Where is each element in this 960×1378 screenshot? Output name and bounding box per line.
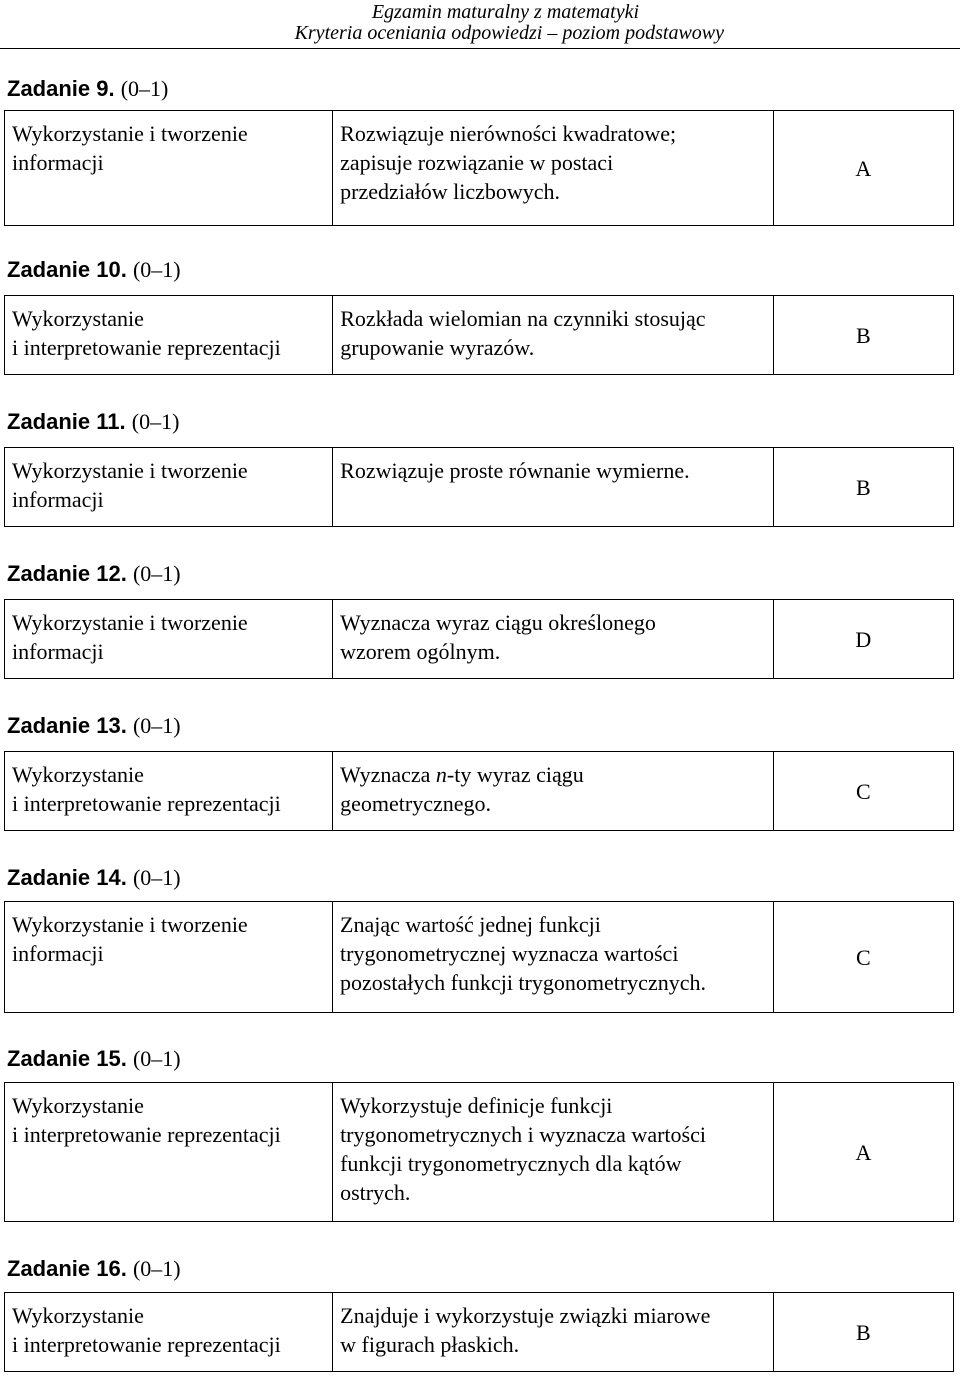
skill-area-cell: Wykorzystanie i tworzenie informacji (5, 902, 333, 1013)
task-table (4, 110, 954, 226)
answer-cell: C (773, 902, 953, 1013)
exam-title: Egzamin maturalny z matematyki (371, 1, 639, 23)
task-title: Zadanie 15. (0–1) (7, 1046, 181, 1071)
task-table (4, 901, 954, 1013)
skill-area-cell: Wykorzystanie i interpretowanie reprezentacji (5, 296, 333, 375)
requirement-cell: Znajduje i wykorzystuje związki miarowe w figurach płaskich. (333, 1293, 774, 1372)
requirement-cell: Wykorzystuje definicje funkcji trygonometrycznych i wyznacza wartości funkcji trygonometrycznych dla kątów ostrych. (333, 1083, 774, 1222)
answer-cell: C (773, 752, 953, 831)
skill-area-cell: Wykorzystanie i tworzenie informacji (5, 448, 333, 527)
requirement-cell: Znając wartość jednej funkcji trygonometrycznej wyznacza wartości pozostałych funkcji trygonometrycznych. (333, 902, 774, 1013)
skill-area-cell: Wykorzystanie i interpretowanie reprezentacji (5, 752, 333, 831)
answer-cell: B (773, 1293, 953, 1372)
task-title: Zadanie 16. (0–1) (7, 1256, 181, 1281)
skill-area-cell: Wykorzystanie i interpretowanie reprezentacji (5, 1293, 333, 1372)
task-table (4, 295, 954, 375)
answer-cell: A (773, 111, 953, 226)
task-table (4, 751, 954, 831)
task-title: Zadanie 14. (0–1) (7, 865, 181, 890)
task-title: Zadanie 9. (0–1) (7, 76, 169, 101)
task-table (4, 599, 954, 679)
task-title: Zadanie 13. (0–1) (7, 713, 181, 738)
requirement-cell: Rozwiązuje nierówności kwadratowe; zapisuje rozwiązanie w postaci przedziałów liczbowych. (333, 111, 774, 226)
task-title: Zadanie 12. (0–1) (7, 561, 181, 586)
exam-subtitle: Kryteria oceniania odpowiedzi – poziom podstawowy (294, 22, 724, 44)
skill-area-cell: Wykorzystanie i tworzenie informacji (5, 600, 333, 679)
page-header (0, 0, 960, 49)
answer-cell: B (773, 296, 953, 375)
task-table (4, 1082, 954, 1222)
answer-cell: A (773, 1083, 953, 1222)
requirement-cell: Wyznacza wyraz ciągu określonego wzorem ogólnym. (333, 600, 774, 679)
requirement-cell: Wyznacza n-ty wyraz ciągu geometrycznego. (333, 752, 774, 831)
task-table (4, 447, 954, 527)
skill-area-cell: Wykorzystanie i interpretowanie reprezentacji (5, 1083, 333, 1222)
requirement-cell: Rozkłada wielomian na czynniki stosując grupowanie wyrazów. (333, 296, 774, 375)
answer-cell: D (773, 600, 953, 679)
answer-cell: B (773, 448, 953, 527)
task-table (4, 1292, 954, 1372)
task-title: Zadanie 10. (0–1) (7, 257, 181, 282)
requirement-cell: Rozwiązuje proste równanie wymierne. (333, 448, 774, 527)
skill-area-cell: Wykorzystanie i tworzenie informacji (5, 111, 333, 226)
task-title: Zadanie 11. (0–1) (7, 409, 180, 434)
